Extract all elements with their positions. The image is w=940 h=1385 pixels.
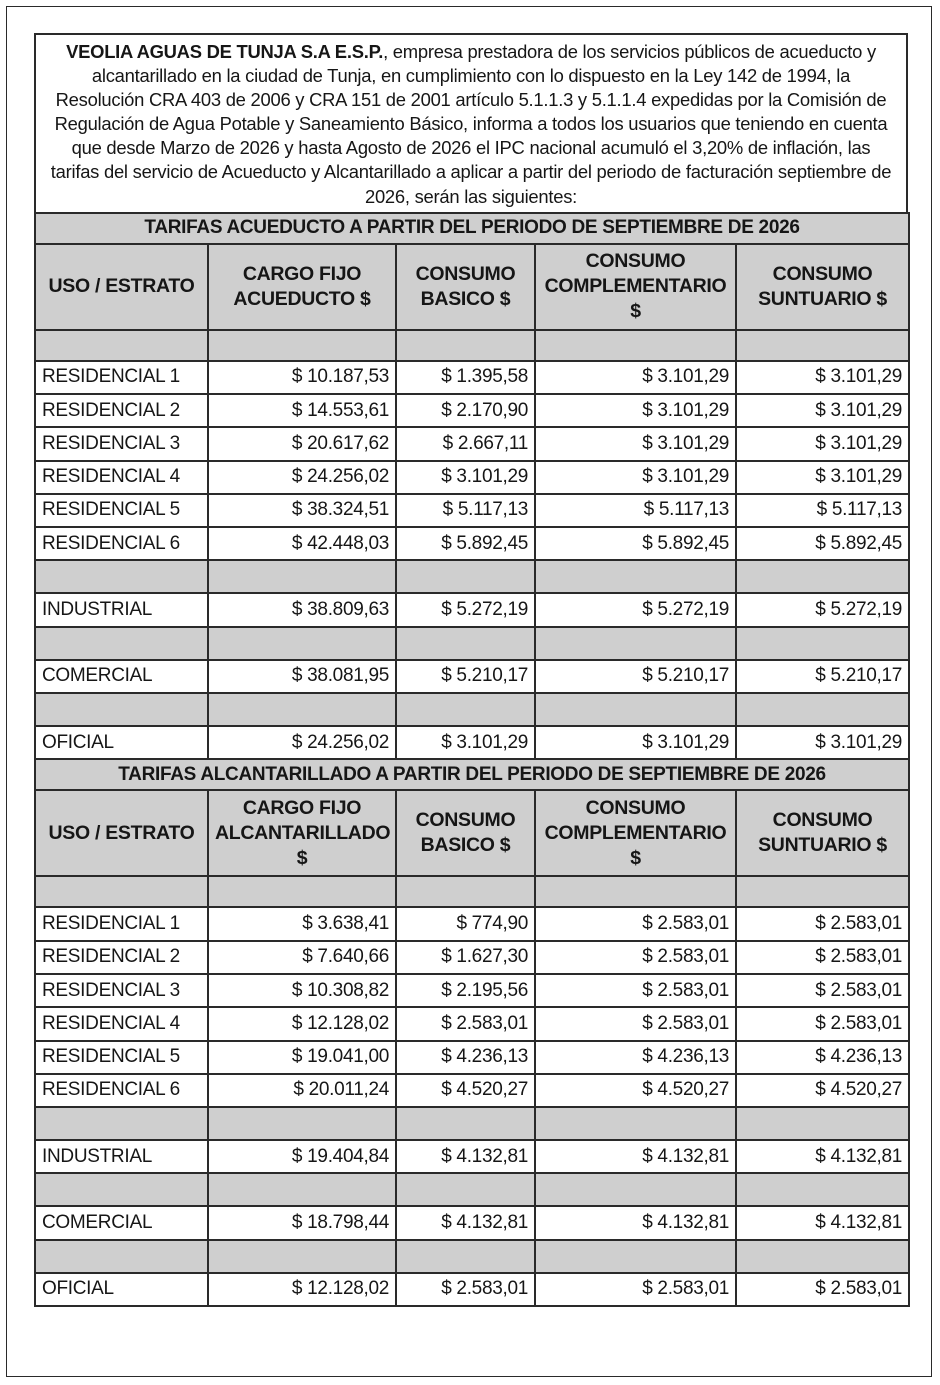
tariff-value: $ 1.395,58 (396, 361, 535, 394)
table-row (35, 394, 909, 427)
tariff-value: $ 5.210,17 (396, 660, 535, 693)
spacer-cell (736, 1173, 909, 1206)
spacer-cell (535, 627, 736, 660)
tariff-value: $ 4.132,81 (535, 1140, 736, 1173)
spacer-row (35, 1173, 909, 1206)
tariff-value: $ 3.101,29 (736, 461, 909, 494)
spacer-cell (396, 1173, 535, 1206)
tariff-value: $ 38.324,51 (208, 494, 396, 527)
tariff-value: $ 38.081,95 (208, 660, 396, 693)
acueducto-header-row (35, 244, 909, 330)
table-row (35, 1273, 909, 1306)
tariff-value: $ 19.041,00 (208, 1041, 396, 1074)
spacer-cell (736, 1107, 909, 1140)
tariff-value: $ 2.583,01 (535, 974, 736, 1007)
row-label: COMERCIAL (35, 1206, 208, 1239)
spacer-cell (535, 560, 736, 593)
spacer-cell (208, 693, 396, 726)
tariff-value: $ 20.617,62 (208, 427, 396, 460)
spacer-row (35, 876, 909, 907)
spacer-cell (35, 1107, 208, 1140)
column-header: CONSUMO COMPLEMENTARIO $ (535, 244, 736, 330)
table-row (35, 726, 909, 759)
table-row (35, 907, 909, 940)
row-label: RESIDENCIAL 3 (35, 427, 208, 460)
tariff-value: $ 2.583,01 (736, 907, 909, 940)
tariff-value: $ 4.520,27 (535, 1074, 736, 1107)
table-row (35, 527, 909, 560)
tariff-value: $ 3.101,29 (396, 726, 535, 759)
row-label: COMERCIAL (35, 660, 208, 693)
tariff-value: $ 3.101,29 (535, 461, 736, 494)
table-row (35, 427, 909, 460)
spacer-cell (736, 330, 909, 361)
tariff-value: $ 2.583,01 (535, 1007, 736, 1040)
table-row (35, 1074, 909, 1107)
spacer-cell (396, 876, 535, 907)
table-row (35, 461, 909, 494)
tariff-value: $ 3.101,29 (535, 394, 736, 427)
spacer-cell (736, 693, 909, 726)
spacer-row (35, 560, 909, 593)
column-header: CONSUMO SUNTUARIO $ (736, 244, 909, 330)
tariff-value: $ 7.640,66 (208, 941, 396, 974)
spacer-cell (396, 560, 535, 593)
tariff-value: $ 5.210,17 (535, 660, 736, 693)
tariff-value: $ 5.272,19 (535, 593, 736, 626)
tariff-value: $ 14.553,61 (208, 394, 396, 427)
spacer-cell (535, 330, 736, 361)
spacer-cell (35, 330, 208, 361)
tariff-value: $ 4.520,27 (736, 1074, 909, 1107)
tariff-value: $ 2.583,01 (535, 1273, 736, 1306)
tariff-value: $ 12.128,02 (208, 1007, 396, 1040)
intro-paragraph (34, 33, 908, 212)
column-header: CONSUMO SUNTUARIO $ (736, 790, 909, 876)
table-row (35, 1206, 909, 1239)
tariff-value: $ 2.195,56 (396, 974, 535, 1007)
spacer-cell (35, 693, 208, 726)
table-row (35, 1041, 909, 1074)
spacer-cell (535, 876, 736, 907)
column-header: CARGO FIJO ALCANTARILLADO $ (208, 790, 396, 876)
tariff-value: $ 24.256,02 (208, 726, 396, 759)
spacer-cell (208, 627, 396, 660)
row-label: INDUSTRIAL (35, 1140, 208, 1173)
tariff-value: $ 4.132,81 (396, 1206, 535, 1239)
table-row (35, 593, 909, 626)
tariff-value: $ 5.117,13 (535, 494, 736, 527)
spacer-row (35, 330, 909, 361)
spacer-cell (35, 876, 208, 907)
tariff-value: $ 2.583,01 (396, 1273, 535, 1306)
tariff-value: $ 3.101,29 (535, 361, 736, 394)
tariff-value: $ 2.583,01 (736, 1273, 909, 1306)
spacer-cell (208, 1240, 396, 1273)
spacer-cell (208, 560, 396, 593)
alcantarillado-section-title: TARIFAS ALCANTARILLADO A PARTIR DEL PERIODO DE SEPTIEMBRE DE 2026 (35, 759, 909, 790)
table-row (35, 494, 909, 527)
table-row (35, 1007, 909, 1040)
acueducto-title-row (35, 213, 909, 244)
tariff-value: $ 4.132,81 (535, 1206, 736, 1239)
row-label: RESIDENCIAL 4 (35, 1007, 208, 1040)
row-label: INDUSTRIAL (35, 593, 208, 626)
tariff-value: $ 5.892,45 (396, 527, 535, 560)
tariff-value: $ 20.011,24 (208, 1074, 396, 1107)
tariff-value: $ 3.101,29 (396, 461, 535, 494)
spacer-cell (35, 560, 208, 593)
tariff-table (34, 212, 910, 1307)
tariff-value: $ 5.892,45 (535, 527, 736, 560)
spacer-cell (736, 627, 909, 660)
row-label: RESIDENCIAL 5 (35, 494, 208, 527)
tariff-value: $ 4.236,13 (535, 1041, 736, 1074)
row-label: RESIDENCIAL 4 (35, 461, 208, 494)
tariff-value: $ 3.101,29 (736, 361, 909, 394)
spacer-cell (35, 627, 208, 660)
spacer-cell (208, 1107, 396, 1140)
spacer-cell (535, 1173, 736, 1206)
table-row (35, 941, 909, 974)
tariff-value: $ 12.128,02 (208, 1273, 396, 1306)
tariff-notice (34, 33, 908, 1307)
table-row (35, 660, 909, 693)
row-label: RESIDENCIAL 2 (35, 941, 208, 974)
acueducto-section (35, 213, 909, 760)
tariff-value: $ 42.448,03 (208, 527, 396, 560)
spacer-row (35, 1107, 909, 1140)
tariff-value: $ 10.308,82 (208, 974, 396, 1007)
spacer-cell (736, 1240, 909, 1273)
intro-text: , empresa prestadora de los servicios públicos de acueducto y alcantarillado en la ciudad de Tunja, en cumplimiento con lo dispuesto en la Ley 142 de 1994, la Resolución CRA 403 de 2006 y CRA 151 de 2001 artículo 5.1.1.3 y 5.1.1.4 expedidas por la Comisión de Regulación de Agua Potable y Saneamiento Básico, informa a todos los usuarios que teniendo en cuenta que desde Marzo de 2026 y hasta Agosto de 2026 el IPC nacional acumuló el 3,20% de inflación, las tarifas del servicio de Acueducto y Alcantarillado a aplicar a partir del periodo de facturación septiembre de 2026, serán las siguientes: (50, 41, 892, 207)
spacer-cell (396, 627, 535, 660)
tariff-value: $ 2.583,01 (535, 907, 736, 940)
row-label: RESIDENCIAL 1 (35, 361, 208, 394)
row-label: RESIDENCIAL 5 (35, 1041, 208, 1074)
row-label: RESIDENCIAL 3 (35, 974, 208, 1007)
tariff-value: $ 18.798,44 (208, 1206, 396, 1239)
tariff-value: $ 3.101,29 (736, 726, 909, 759)
tariff-value: $ 1.627,30 (396, 941, 535, 974)
table-row (35, 974, 909, 1007)
row-label: RESIDENCIAL 6 (35, 1074, 208, 1107)
tariff-value: $ 38.809,63 (208, 593, 396, 626)
tariff-value: $ 5.272,19 (396, 593, 535, 626)
spacer-cell (35, 1173, 208, 1206)
tariff-value: $ 2.583,01 (736, 941, 909, 974)
tariff-value: $ 5.272,19 (736, 593, 909, 626)
tariff-value: $ 2.583,01 (535, 941, 736, 974)
tariff-value: $ 5.892,45 (736, 527, 909, 560)
spacer-cell (208, 330, 396, 361)
spacer-cell (396, 1107, 535, 1140)
tariff-value: $ 3.638,41 (208, 907, 396, 940)
tariff-value: $ 19.404,84 (208, 1140, 396, 1173)
tariff-value: $ 3.101,29 (736, 427, 909, 460)
tariff-value: $ 4.132,81 (736, 1140, 909, 1173)
spacer-cell (396, 1240, 535, 1273)
tariff-value: $ 774,90 (396, 907, 535, 940)
row-label: RESIDENCIAL 1 (35, 907, 208, 940)
tariff-value: $ 5.210,17 (736, 660, 909, 693)
spacer-cell (535, 1107, 736, 1140)
column-header: CONSUMO BASICO $ (396, 244, 535, 330)
tariff-value: $ 4.236,13 (396, 1041, 535, 1074)
alcantarillado-header-row (35, 790, 909, 876)
tariff-value: $ 2.667,11 (396, 427, 535, 460)
column-header: USO / ESTRATO (35, 790, 208, 876)
tariff-value: $ 5.117,13 (736, 494, 909, 527)
tariff-value: $ 4.132,81 (736, 1206, 909, 1239)
acueducto-section-title: TARIFAS ACUEDUCTO A PARTIR DEL PERIODO DE SEPTIEMBRE DE 2026 (35, 213, 909, 244)
tariff-value: $ 2.583,01 (736, 1007, 909, 1040)
tariff-value: $ 10.187,53 (208, 361, 396, 394)
spacer-row (35, 1240, 909, 1273)
spacer-cell (208, 876, 396, 907)
tariff-value: $ 3.101,29 (535, 427, 736, 460)
row-label: RESIDENCIAL 2 (35, 394, 208, 427)
column-header: CARGO FIJO ACUEDUCTO $ (208, 244, 396, 330)
column-header: USO / ESTRATO (35, 244, 208, 330)
spacer-cell (396, 693, 535, 726)
alcantarillado-title-row (35, 759, 909, 790)
tariff-value: $ 5.117,13 (396, 494, 535, 527)
tariff-value: $ 3.101,29 (535, 726, 736, 759)
tariff-value: $ 4.520,27 (396, 1074, 535, 1107)
spacer-cell (535, 693, 736, 726)
tariff-value: $ 4.236,13 (736, 1041, 909, 1074)
spacer-cell (208, 1173, 396, 1206)
tariff-value: $ 2.583,01 (396, 1007, 535, 1040)
spacer-row (35, 693, 909, 726)
spacer-cell (35, 1240, 208, 1273)
spacer-cell (535, 1240, 736, 1273)
column-header: CONSUMO COMPLEMENTARIO $ (535, 790, 736, 876)
company-name: VEOLIA AGUAS DE TUNJA S.A E.S.P. (66, 41, 384, 62)
row-label: RESIDENCIAL 6 (35, 527, 208, 560)
spacer-cell (736, 876, 909, 907)
tariff-value: $ 24.256,02 (208, 461, 396, 494)
column-header: CONSUMO BASICO $ (396, 790, 535, 876)
tariff-value: $ 2.170,90 (396, 394, 535, 427)
table-row (35, 1140, 909, 1173)
tariff-value: $ 2.583,01 (736, 974, 909, 1007)
spacer-cell (736, 560, 909, 593)
row-label: OFICIAL (35, 726, 208, 759)
row-label: OFICIAL (35, 1273, 208, 1306)
table-row (35, 361, 909, 394)
tariff-value: $ 4.132,81 (396, 1140, 535, 1173)
spacer-row (35, 627, 909, 660)
alcantarillado-section (35, 759, 909, 1306)
spacer-cell (396, 330, 535, 361)
tariff-value: $ 3.101,29 (736, 394, 909, 427)
